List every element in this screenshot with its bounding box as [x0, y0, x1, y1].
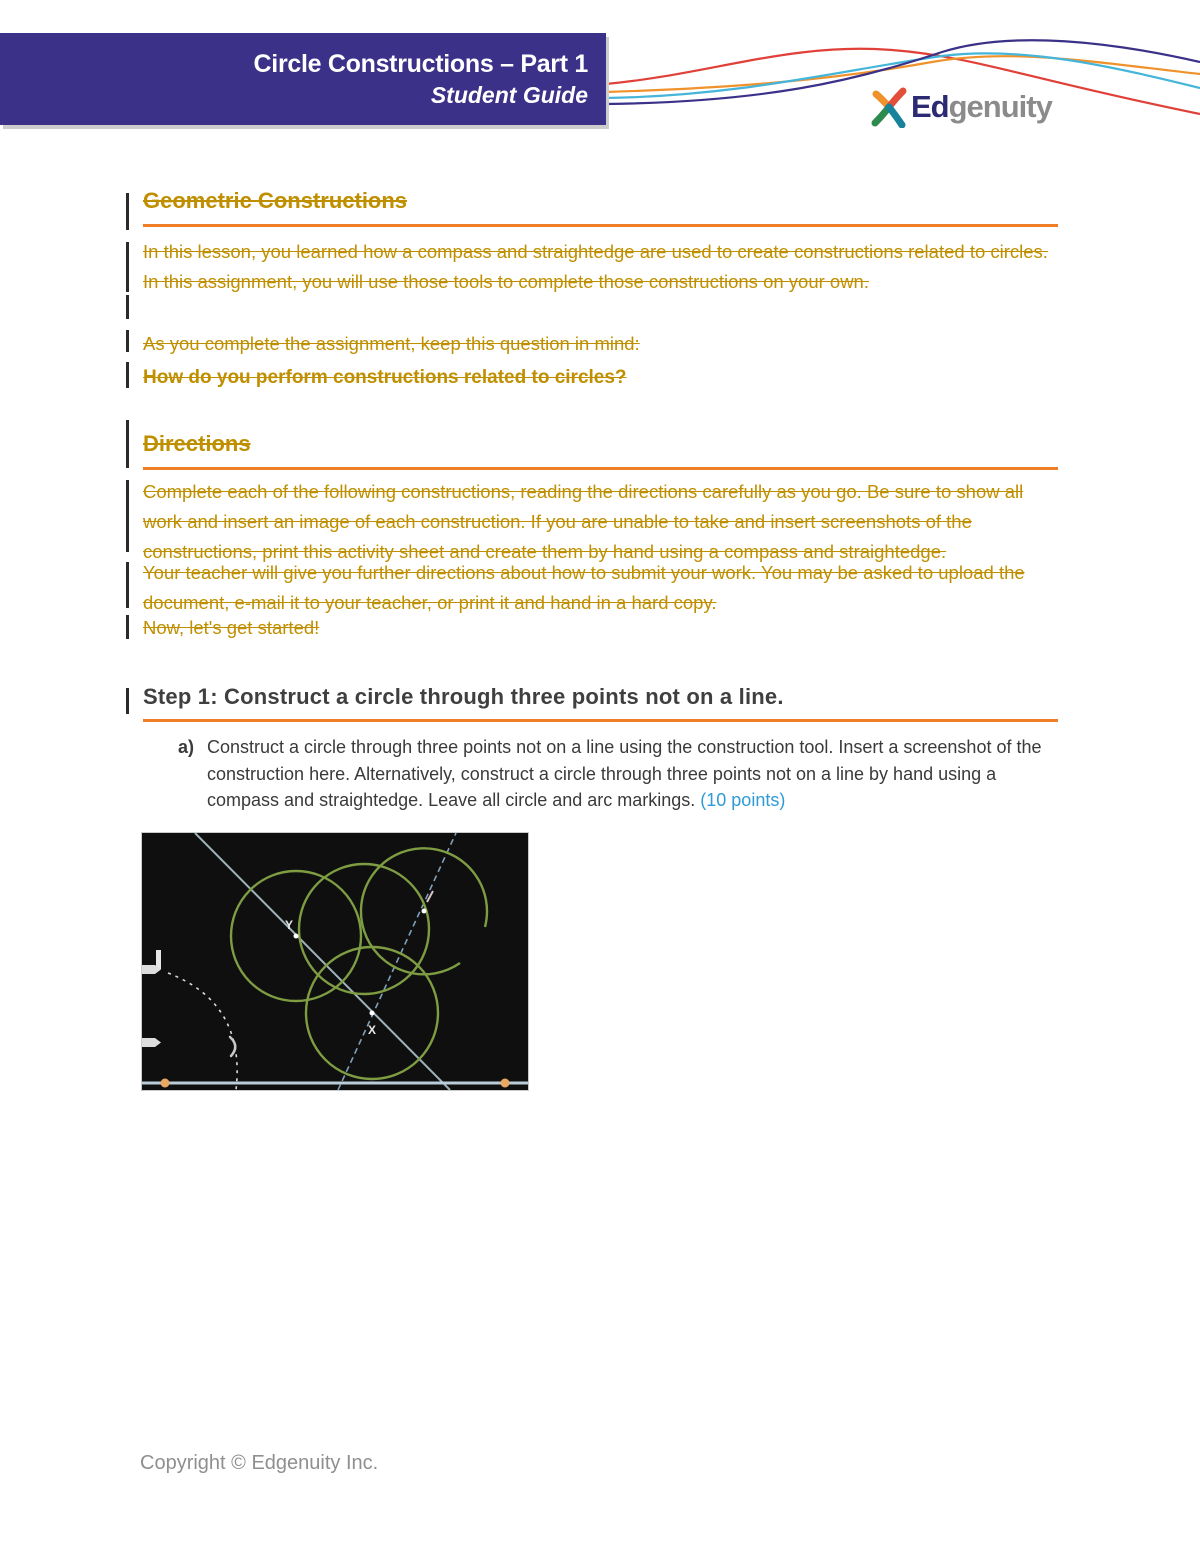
change-bar	[126, 295, 129, 319]
step1-heading: Step 1: Construct a circle through three points not on a line.	[143, 684, 1058, 722]
edgenuity-logo	[870, 86, 1052, 128]
document-title: Circle Constructions – Part 1	[253, 50, 588, 78]
construction-canvas	[142, 833, 528, 1090]
copyright-notice: Copyright © Edgenuity Inc.	[140, 1452, 379, 1474]
label-X: X	[368, 1023, 377, 1037]
change-bar	[126, 193, 129, 230]
item-a-body: Construct a circle through three points not on a line using the construction tool. Insert a screenshot of the construction here. Alternatively, construct a circle through three points not on a line by hand using a compass and straightedge. Leave all circle and arc markings.	[207, 737, 1042, 810]
item-a-points-badge: (10 points)	[700, 790, 786, 810]
construction-screenshot	[142, 833, 528, 1090]
change-bar	[126, 242, 129, 292]
directions-paragraph-1: Complete each of the following constructions, reading the directions carefully as you go. Be sure to show all work and insert an image of each construction. If you are unable to take and insert screenshots of the constructions, print this activity sheet and create them by hand using a compass and straightedge.	[143, 481, 1024, 562]
change-bar	[126, 615, 129, 639]
segment-endpoint-right	[501, 1079, 510, 1088]
wordmark-genuity: genuity	[948, 89, 1052, 124]
section-heading-geometric-constructions: Geometric Constructions	[143, 188, 1058, 227]
point-X	[370, 1011, 375, 1016]
directions-paragraph-3: Now, let's get started!	[143, 617, 320, 638]
segment-endpoint-left	[161, 1079, 170, 1088]
title-banner	[0, 33, 606, 125]
directions-paragraph-2: Your teacher will give you further directions about how to submit your work. You may be asked to upload the document, e-mail it to your teacher, or print it and hand in a hard copy.	[143, 562, 1025, 613]
geometric-paragraph-2: As you complete the assignment, keep this question in mind:	[143, 333, 640, 354]
step1-item-a	[178, 734, 1056, 814]
essential-question: How do you perform constructions related to circles?	[143, 367, 627, 388]
geometric-paragraph-1: In this lesson, you learned how a compass and straightedge are used to create constructions related to circles. In this assignment, you will use those tools to complete those constructions on your own.	[143, 241, 1048, 292]
wordmark-ed: Ed	[911, 89, 949, 124]
edgenuity-wordmark	[911, 89, 1052, 125]
item-a-label: a)	[178, 737, 195, 757]
point-top-right	[422, 909, 427, 914]
x-arm-bottom-right	[889, 107, 902, 125]
change-bar	[126, 420, 129, 468]
item-a-text	[207, 734, 1056, 814]
section-heading-directions: Directions	[143, 431, 1058, 470]
change-bar	[126, 688, 129, 714]
label-Y: Y	[285, 918, 294, 932]
change-bar	[126, 480, 129, 552]
change-bar	[126, 562, 129, 608]
point-Y	[294, 934, 299, 939]
document-subtitle: Student Guide	[430, 82, 588, 108]
edgenuity-x-icon	[870, 86, 908, 128]
change-bar	[126, 330, 129, 352]
change-bar	[126, 362, 129, 388]
tool-cursor-bar	[156, 950, 161, 969]
